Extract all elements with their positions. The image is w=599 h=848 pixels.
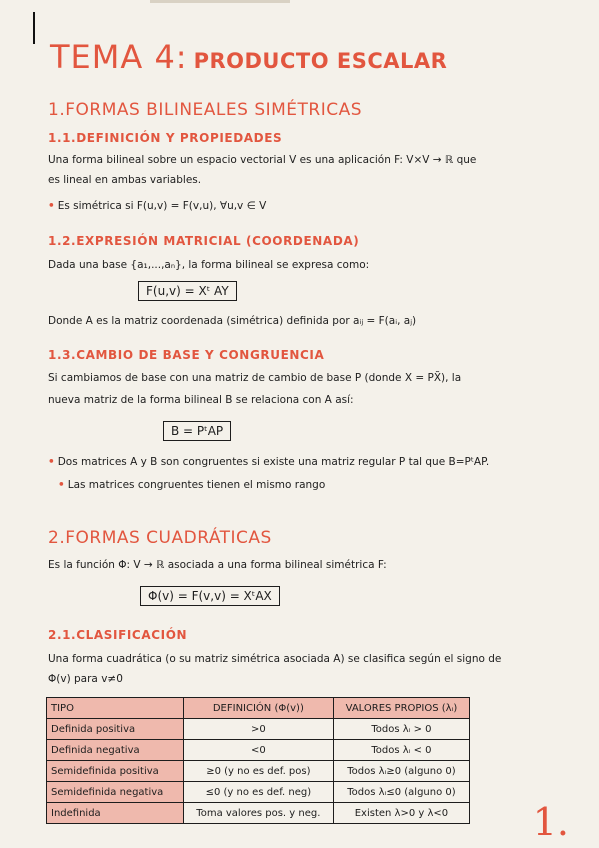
s11-bullet <box>48 197 266 216</box>
s21-line-2: Φ(v) para v≠0 <box>48 673 123 685</box>
cell-tipo: Semidefinida positiva <box>47 761 184 782</box>
paper-edge <box>150 0 290 3</box>
section-2-heading: 2.FORMAS CUADRÁTICAS <box>48 528 272 548</box>
s13-bullet-2-text: Las matrices congruentes tienen el mismo rango <box>67 479 326 491</box>
header-valores-propios: VALORES PROPIOS (λᵢ) <box>333 698 469 719</box>
s11-bullet-text: Es simétrica si F(u,v) = F(v,u), ∀u,v ∈ V <box>57 200 267 212</box>
s2-line-1: Es la función Φ: V → ℝ asociada a una forma bilineal simétrica F: <box>48 559 387 571</box>
title-sub: PRODUCTO ESCALAR <box>193 49 448 73</box>
table-header-row <box>47 698 470 719</box>
formula-bilinear: F(u,v) = Xᵗ AY <box>138 281 237 301</box>
header-definicion: DEFINICIÓN (Φ(v)) <box>183 698 333 719</box>
section-2-1-heading: 2.1.CLASIFICACIÓN <box>48 628 188 642</box>
header-tipo: TIPO <box>47 698 184 719</box>
section-1-1-heading: 1.1.DEFINICIÓN Y PROPIEDADES <box>48 131 283 145</box>
margin-mark <box>33 12 35 44</box>
formula-quadratic: Φ(v) = F(v,v) = XᵗAX <box>140 586 280 606</box>
bullet-dot: • <box>48 200 55 212</box>
s13-bullet-1-text: Dos matrices A y B son congruentes si existe una matriz regular P tal que B=PᵗAP. <box>57 456 490 468</box>
cell-valores: Todos λᵢ < 0 <box>333 740 469 761</box>
classification-table <box>46 697 470 824</box>
page-number: 1. <box>532 800 569 844</box>
section-1-heading: 1.FORMAS BILINEALES SIMÉTRICAS <box>48 100 363 120</box>
cell-definicion: ≤0 (y no es def. neg) <box>183 782 333 803</box>
bullet-dot: • <box>58 479 65 491</box>
s21-line-1: Una forma cuadrática (o su matriz simétrica asociada A) se clasifica según el signo de <box>48 653 502 665</box>
cell-tipo: Definida negativa <box>47 740 184 761</box>
section-1-3-heading: 1.3.CAMBIO DE BASE Y CONGRUENCIA <box>48 348 325 362</box>
s12-line-1: Dada una base {a₁,...,aₙ}, la forma bilineal se expresa como: <box>48 259 370 271</box>
s13-line-1: Si cambiamos de base con una matriz de cambio de base P (donde X = PX̃), la <box>48 372 462 384</box>
cell-definicion: Toma valores pos. y neg. <box>183 803 333 824</box>
cell-valores: Existen λ>0 y λ<0 <box>333 803 469 824</box>
cell-tipo: Definida positiva <box>47 719 184 740</box>
bullet-dot: • <box>48 456 55 468</box>
cell-valores: Todos λᵢ > 0 <box>333 719 469 740</box>
section-1-2-heading: 1.2.EXPRESIÓN MATRICIAL (COORDENADA) <box>48 234 360 248</box>
s13-line-2: nueva matriz de la forma bilineal B se relaciona con A así: <box>48 394 354 406</box>
s11-line-2: es lineal en ambas variables. <box>48 174 202 186</box>
cell-definicion: ≥0 (y no es def. pos) <box>183 761 333 782</box>
table-row <box>47 740 470 761</box>
table-row <box>47 803 470 824</box>
s11-line-1: Una forma bilineal sobre un espacio vectorial V es una aplicación F: V×V → ℝ que <box>48 154 477 166</box>
table-row <box>47 761 470 782</box>
formula-congruence: B = PᵗAP <box>163 421 231 441</box>
s12-line-2: Donde A es la matriz coordenada (simétrica) definida por aᵢⱼ = F(aᵢ, aⱼ) <box>48 315 417 327</box>
s13-bullet-2 <box>58 476 325 495</box>
cell-definicion: >0 <box>183 719 333 740</box>
cell-valores: Todos λᵢ≤0 (alguno 0) <box>333 782 469 803</box>
table-row <box>47 719 470 740</box>
cell-tipo: Semidefinida negativa <box>47 782 184 803</box>
table-row <box>47 782 470 803</box>
s13-bullet-1 <box>48 453 489 472</box>
page-title <box>50 38 447 76</box>
title-main: TEMA 4: <box>50 38 188 76</box>
cell-definicion: <0 <box>183 740 333 761</box>
cell-valores: Todos λᵢ≥0 (alguno 0) <box>333 761 469 782</box>
cell-tipo: Indefinida <box>47 803 184 824</box>
